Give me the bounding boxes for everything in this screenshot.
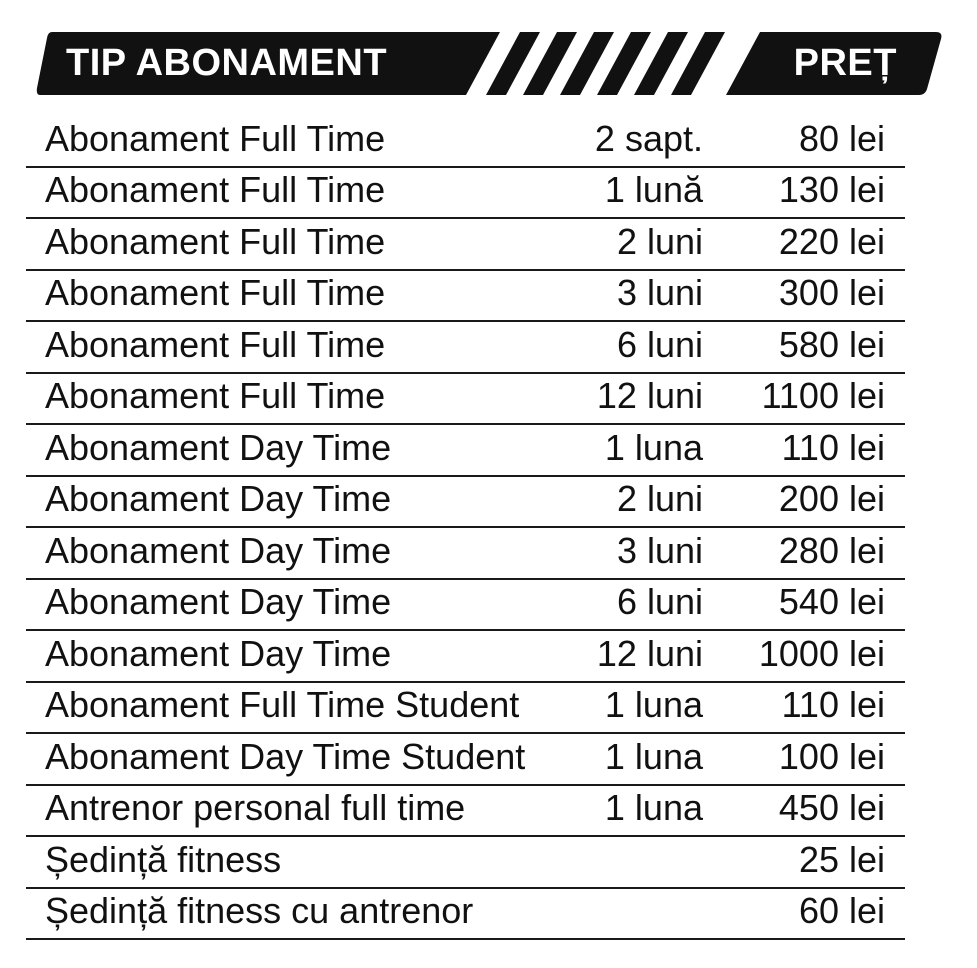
subscription-duration: 3 luni — [616, 272, 703, 313]
subscription-duration: 12 luni — [596, 632, 703, 674]
table-row — [26, 683, 905, 735]
subscription-type: Antrenor personal full time — [45, 787, 466, 828]
subscription-type: Abonament Full Time — [45, 220, 386, 262]
subscription-type: Abonament Full Time — [45, 272, 386, 313]
type-column-header: TIP ABONAMENT — [66, 42, 388, 84]
subscription-type: Abonament Full Time — [45, 375, 386, 416]
subscription-duration: 1 lună — [604, 169, 703, 210]
table-row — [26, 734, 905, 786]
subscription-duration: 12 luni — [596, 375, 703, 416]
table-row — [26, 889, 905, 941]
subscription-price: 450 lei — [778, 787, 885, 828]
subscription-price: 300 lei — [778, 272, 885, 313]
table-row — [26, 837, 905, 889]
table-row — [26, 786, 905, 838]
subscription-type: Abonament Full Time — [45, 117, 386, 159]
subscription-type: Abonament Day Time — [45, 581, 392, 622]
subscription-price: 110 lei — [781, 426, 885, 468]
subscription-type: Abonament Day Time — [45, 478, 392, 519]
table-row — [26, 580, 905, 632]
subscription-price: 100 lei — [778, 735, 885, 777]
subscription-price: 220 lei — [778, 220, 885, 262]
subscription-price: 25 lei — [798, 838, 885, 880]
subscription-duration: 1 luna — [604, 684, 703, 725]
subscription-duration: 1 luna — [604, 735, 703, 777]
subscription-type: Abonament Day Time — [45, 632, 392, 674]
subscription-duration: 6 luni — [616, 323, 703, 365]
subscription-type: Ședință fitness cu antrenor — [45, 890, 474, 931]
subscription-price: 80 lei — [798, 117, 885, 159]
subscription-type: Abonament Day Time Student — [45, 735, 526, 777]
subscription-price: 580 lei — [778, 323, 885, 365]
subscription-price: 540 lei — [778, 581, 885, 622]
table-row — [26, 528, 905, 580]
subscription-price: 1000 lei — [758, 632, 885, 674]
subscription-type: Abonament Full Time — [45, 169, 386, 210]
subscription-price: 1100 lei — [761, 375, 885, 416]
table-row — [26, 374, 905, 426]
price-list — [26, 116, 905, 940]
table-row — [26, 477, 905, 529]
subscription-type: Abonament Full Time — [45, 323, 386, 365]
subscription-type: Ședință fitness — [45, 838, 282, 880]
table-row — [26, 219, 905, 271]
subscription-duration: 3 luni — [616, 529, 703, 571]
subscription-duration: 1 luna — [604, 426, 703, 468]
subscription-price: 200 lei — [778, 478, 885, 519]
table-row — [26, 322, 905, 374]
subscription-price: 130 lei — [778, 169, 885, 210]
subscription-price: 280 lei — [778, 529, 885, 571]
subscription-type: Abonament Full Time Student — [45, 684, 520, 725]
subscription-type: Abonament Day Time — [45, 529, 392, 571]
subscription-duration: 2 luni — [616, 478, 703, 519]
table-row — [26, 168, 905, 220]
table-row — [26, 631, 905, 683]
price-column-header: PREȚ — [793, 42, 897, 84]
price-table-header — [0, 0, 977, 110]
subscription-price: 110 lei — [781, 684, 885, 725]
subscription-duration: 2 sapt. — [594, 117, 703, 159]
subscription-price: 60 lei — [798, 890, 885, 931]
subscription-duration: 1 luna — [604, 787, 703, 828]
table-row — [26, 116, 905, 168]
table-row — [26, 271, 905, 323]
subscription-duration: 2 luni — [616, 220, 703, 262]
subscription-duration: 6 luni — [616, 581, 703, 622]
subscription-type: Abonament Day Time — [45, 426, 392, 468]
table-row — [26, 425, 905, 477]
